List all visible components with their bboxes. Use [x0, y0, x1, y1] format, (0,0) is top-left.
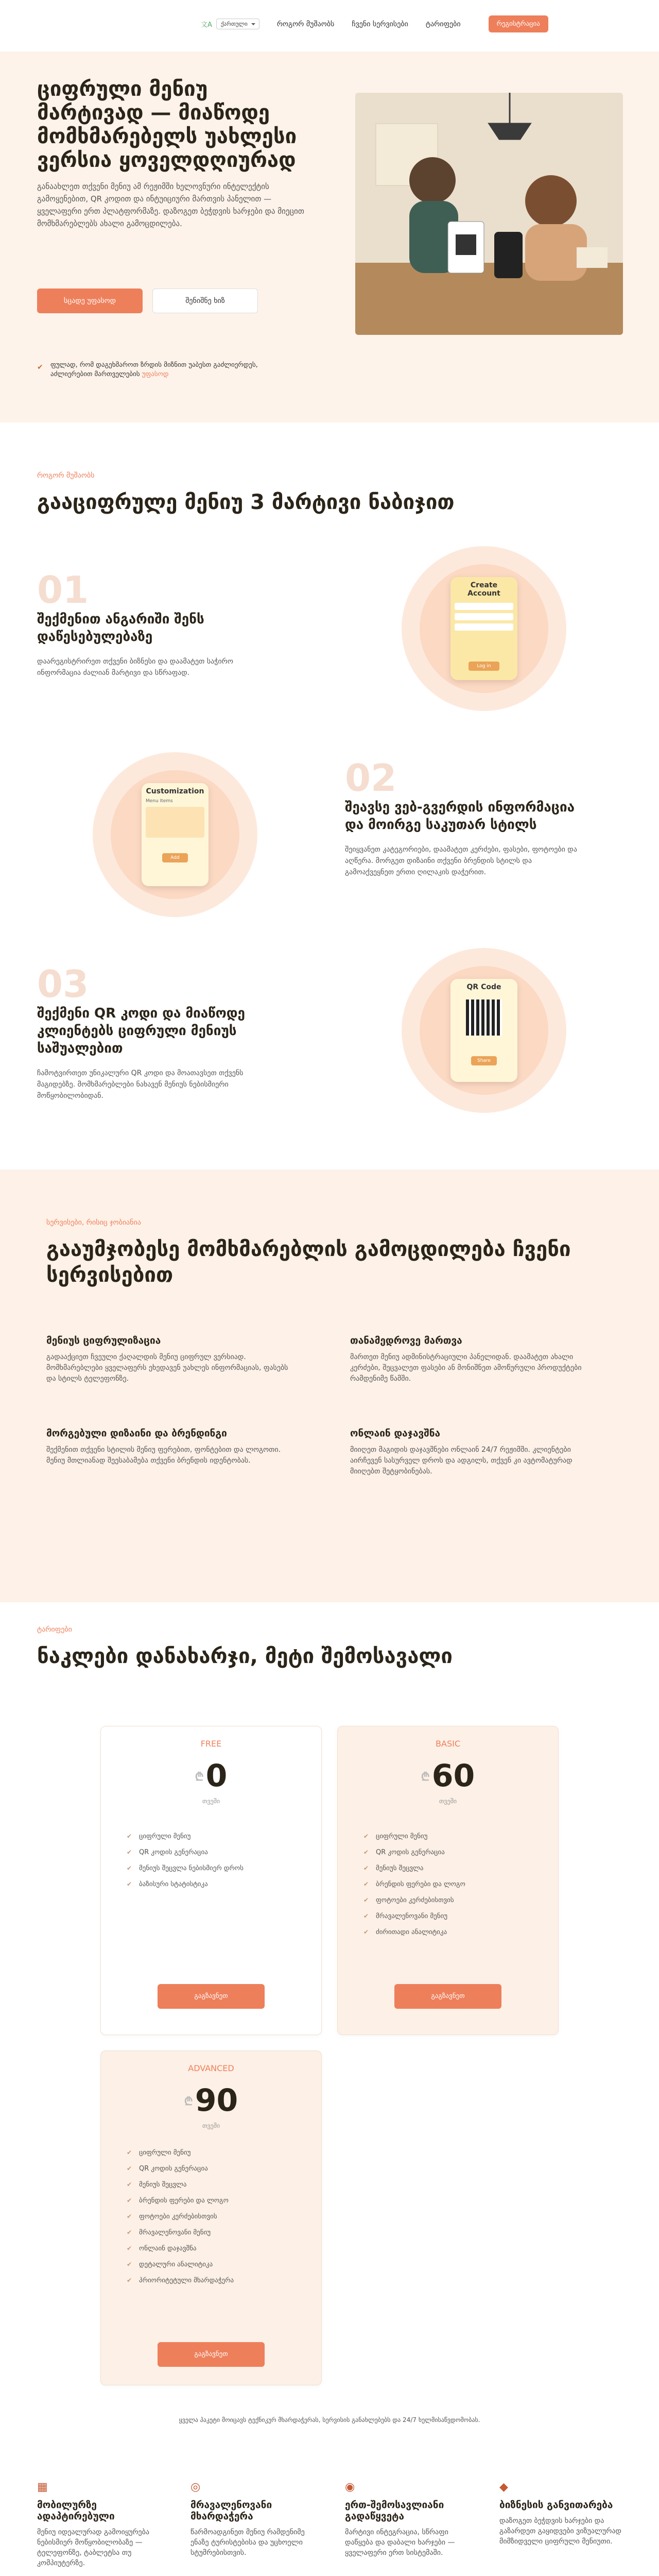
phone-mockup — [450, 577, 517, 680]
plan-name: BASIC — [436, 1739, 460, 1749]
plan-card-advanced — [100, 2050, 322, 2385]
plan-feature: ✔ მრავალენოვანი მენიუ — [363, 1908, 558, 1924]
screen-title: QR Code — [466, 983, 501, 991]
service-title: ონლაინ დაჯავშნა — [350, 1428, 441, 1439]
login-button: Log in — [469, 662, 499, 671]
plan-period: თვეში — [202, 1798, 220, 1805]
plan-feature: ✔ ბრენდის ფერები და ლოგო — [127, 2193, 321, 2209]
screen-sub: Menu Items — [146, 799, 173, 804]
plan-price: ₾60 — [421, 1758, 475, 1794]
try-free-button[interactable]: სცადე უფასოდ — [37, 289, 143, 313]
pricing-title: ნაკლები დანახარჯი, მეტი შემოსავალი — [37, 1645, 453, 1668]
step-1-illustration — [402, 546, 566, 711]
plan-feature: ✔ მენიუს შეცვლა ნებისმიერ დროს — [127, 1860, 321, 1876]
feature-item — [345, 2481, 474, 2558]
plan-feature: ✔ ციფრული მენიუ — [363, 1828, 558, 1844]
services-title: გააუმჯობესე მომხმარებლის გამოცდილება ჩვენი სერვისებით — [46, 1238, 571, 1287]
feature-item — [499, 2481, 628, 2547]
target-icon: ◉ — [345, 2481, 355, 2494]
step-title: შექმენი QR კოდი და მიაწოდე კლიენტებს ციფრული მენიუს საშუალებით — [37, 1006, 245, 1056]
step-number: 01 — [37, 568, 89, 612]
share-button: Share — [471, 1056, 497, 1065]
phone-mockup — [450, 979, 517, 1082]
plan-feature: ✔ QR კოდის გენერაცია — [363, 1844, 558, 1860]
service-title: თანამედროვე მართვა — [350, 1335, 462, 1346]
service-item — [46, 1334, 299, 1384]
feature-title: ერთ-შემოსავლიანი გადაწყვეტა — [345, 2499, 444, 2522]
pricing-footnote: ყველა პაკეტი მოიცავს ტექნიკურ მხარდაჭერას, სერვისის განახლებებს და 24/7 ხელმისაწვდომობას. — [179, 2416, 480, 2424]
step-text: შეიყვანეთ კატეგორიები, დაამატეთ კერძები, ფასები, ფოტოები და აღწერა. მორგეთ დიზაინი თქვენი ბრენდის სტილს და გამოაქვეყნეთ ერთი ღილაკის დაჭერით. — [345, 845, 577, 876]
hero-note: ✔ ფულად, რომ დაგეხმაროთ ზრდის მიზნით უაბესთ გაძლიერდეს, აძლიერებით მართველების უფასოდ — [37, 361, 274, 379]
steps-title: გააციფრულე მენიუ 3 მარტივი ნაბიჯით — [37, 490, 455, 514]
screen-title: Create Account — [467, 581, 500, 598]
step-text: დაარეგისტრირეთ თქვენი ბიზნესი და დაამატეთ საჭირო ინფორმაცია ძალიან მარტივი და სწრაფად. — [37, 657, 233, 677]
service-text: შექმენით თქვენი სტილის მენიუ ფერებით, ფონტებით და ლოგოთი. მენიუ მთლიანად შეესაბამება თქვენი ბრენდის იდენტობას. — [46, 1446, 281, 1465]
service-item — [46, 1427, 299, 1466]
service-text: მართეთ მენიუ ადმინისტრაციული პანელიდან. დაამატეთ ახალი კერძები, შეცვალეთ ფასები ან მონიშნეთ ამოწურული პროდუქტები რამდენიმე წამში. — [350, 1353, 582, 1383]
plan-features — [127, 2145, 321, 2289]
plan-feature: ✔ ბრენდის ფერები და ლოგო — [363, 1876, 558, 1892]
step-number: 03 — [37, 962, 89, 1006]
plan-feature: ✔ ციფრული მენიუ — [127, 2145, 321, 2161]
pricing-label: ტარიფები — [37, 1625, 72, 1634]
restaurant-illustration — [355, 93, 623, 335]
qr-code-icon — [466, 999, 502, 1036]
services-label: სერვისები, რისიც ჯობიანია — [46, 1218, 141, 1227]
plan-feature: ✔ ფოტოები კერძებისთვის — [127, 2209, 321, 2225]
plan-card-free — [100, 1726, 322, 2035]
hero-image — [355, 93, 623, 335]
hero-section — [0, 52, 659, 422]
hero-lead: განაახლეთ თქვენი მენიუ ამ რეჟიმში ხელოვნური ინტელექტის გამოყენებით, QR კოდით და ინტუიციური მართვის პანელით — ყველაფერი ერთ პლატფორმაზე. დაზოგეთ ბეჭდვის ხარჯები და მიეცით მომხმარებლებს ახალი გამოცდილება. — [37, 182, 304, 228]
step-title: შექმენით ანგარიში შენს დაწესებულებაზე — [37, 612, 204, 645]
step-3 — [37, 963, 274, 1101]
plan-feature: ✔ მენიუს შეცვლა — [127, 2177, 321, 2193]
step-number: 02 — [345, 756, 397, 800]
step-2-illustration — [93, 752, 257, 917]
feature-title: მობილურზე ადაპტირებული — [37, 2499, 115, 2522]
feature-title: ბიზნესის განვითარება — [499, 2499, 613, 2511]
step-text: ჩამოტვირთეთ უნიკალური QR კოდი და მოათავსეთ თქვენს მაგიდებზე. მომხმარებლები ნახავენ მენიუს ნებისმიერი მოწყობილობიდან. — [37, 1069, 244, 1100]
language-switcher[interactable] — [201, 19, 259, 29]
main-nav — [201, 15, 548, 32]
plan-card-basic — [337, 1726, 559, 2035]
plan-name: FREE — [200, 1739, 222, 1749]
nav-link-pricing[interactable]: ტარიფები — [425, 20, 461, 28]
plan-select-button[interactable]: გაგზავნეთ — [158, 2342, 265, 2367]
step-3-illustration — [402, 948, 566, 1113]
plan-feature: ✔ მრავალენოვანი მენიუ — [127, 2225, 321, 2241]
screen-title: Customization — [146, 787, 204, 795]
nav-link-services[interactable]: ჩვენი სერვისები — [352, 20, 408, 28]
add-button: Add — [162, 853, 188, 862]
plan-features — [363, 1828, 558, 1940]
plan-feature: ✔ QR კოდის გენერაცია — [127, 1844, 321, 1860]
service-title: მორგებული დიზაინი და ბრენდინგი — [46, 1428, 227, 1439]
plan-feature: ✔ ბაზისური სტატისტიკა — [127, 1876, 321, 1892]
plan-feature: ✔ QR კოდის გენერაცია — [127, 2161, 321, 2177]
feature-text: წარმოადგინეთ მენიუ რამდენიმე ენაზე ტურისტებისა და უცხოელი სტუმრებისთვის. — [190, 2528, 305, 2557]
step-1 — [37, 569, 274, 679]
plan-feature: ✔ ონლაინ დაჯავშნა — [127, 2241, 321, 2257]
plan-price: ₾0 — [195, 1758, 228, 1794]
plan-select-button[interactable]: გაგზავნეთ — [158, 1984, 265, 2009]
plan-name: ADVANCED — [188, 2063, 234, 2073]
plan-period: თვეში — [439, 1798, 457, 1805]
service-item — [350, 1427, 602, 1477]
header — [0, 0, 659, 52]
plan-feature: ✔ ძირითადი ანალიტიკა — [363, 1924, 558, 1940]
plan-price: ₾90 — [184, 2082, 238, 2119]
feature-title: მრავალენოვანი მხარდაჭერა — [190, 2499, 272, 2522]
bag-icon: ◆ — [499, 2481, 508, 2494]
globe-icon: ◎ — [190, 2481, 201, 2494]
feature-text: მარტივი ინტეგრაცია, სწრაფი დაწყება და დაბალი ხარჯები — ყველაფერი ერთ სისტემაში. — [345, 2528, 455, 2557]
service-item — [350, 1334, 602, 1384]
translate-icon: 文A — [201, 21, 212, 29]
nav-link-how[interactable]: როგორ მუშაობს — [276, 20, 335, 28]
register-button[interactable]: რეგისტრაცია — [489, 15, 548, 32]
feature-item — [37, 2481, 166, 2568]
secondary-button[interactable]: შენიშნე ხიზ — [152, 289, 258, 313]
steps-label: როგორ მუშაობს — [37, 471, 95, 480]
hero-title: ციფრული მენიუ მარტივად — მიაწოდე მომხმარებელს უახლესი ვერსია ყოველდღიურად — [37, 77, 297, 172]
language-select[interactable]: ქართული — [216, 19, 259, 29]
plan-feature: ✔ ფოტოები კერძებისთვის — [363, 1892, 558, 1908]
phone-mockup — [142, 783, 209, 886]
feature-text: დაზოგეთ ბეჭდვის ხარჯები და გაზარდეთ გაყიდვები ვიზუალურად მიმზიდველი ციფრული მენიუთი. — [499, 2517, 621, 2546]
plan-feature: ✔ მენიუს შეცვლა — [363, 1860, 558, 1876]
services-section — [0, 1170, 659, 1602]
service-text: გადააქციეთ ჩვეული ქაღალდის მენიუ ციფრულ ვერსიად. მომხმარებლები ყველაფერს ეხედავენ უახლეს ინფორმაციას, ფასებს და სტილს ტელეფონზე. — [46, 1353, 288, 1383]
plan-select-button[interactable]: გაგზავნეთ — [394, 1984, 501, 2009]
plan-features — [127, 1828, 321, 1892]
step-title: შეავსე ვებ-გვერდის ინფორმაცია და მოირგე საკუთარ სტილს — [345, 800, 575, 833]
service-text: მიიღეთ მაგიდის დაჯავშნები ონლაინ 24/7 რეჟიმში. კლიენტები აირჩევენ სასურველ დროს და ადგილს, თქვენ კი ავტომატურად მიიღებთ შეტყობინებას. — [350, 1446, 573, 1476]
grid-icon: ▦ — [37, 2481, 48, 2494]
plan-feature: ✔ პრიორიტეტული მხარდაჭერა — [127, 2273, 321, 2289]
feature-item — [190, 2481, 319, 2558]
plan-feature: ✔ დეტალური ანალიტიკა — [127, 2257, 321, 2273]
plan-period: თვეში — [202, 2122, 220, 2130]
service-title: მენიუს ციფრულიზაცია — [46, 1335, 161, 1346]
plan-feature: ✔ ციფრული მენიუ — [127, 1828, 321, 1844]
feature-text: მენიუ იდეალურად გამოიყურება ნებისმიერ მოწყობილობაზე — ტელეფონზე, ტაბლეტსა თუ კომპიუტერზე. — [37, 2528, 150, 2567]
step-2 — [345, 757, 582, 878]
